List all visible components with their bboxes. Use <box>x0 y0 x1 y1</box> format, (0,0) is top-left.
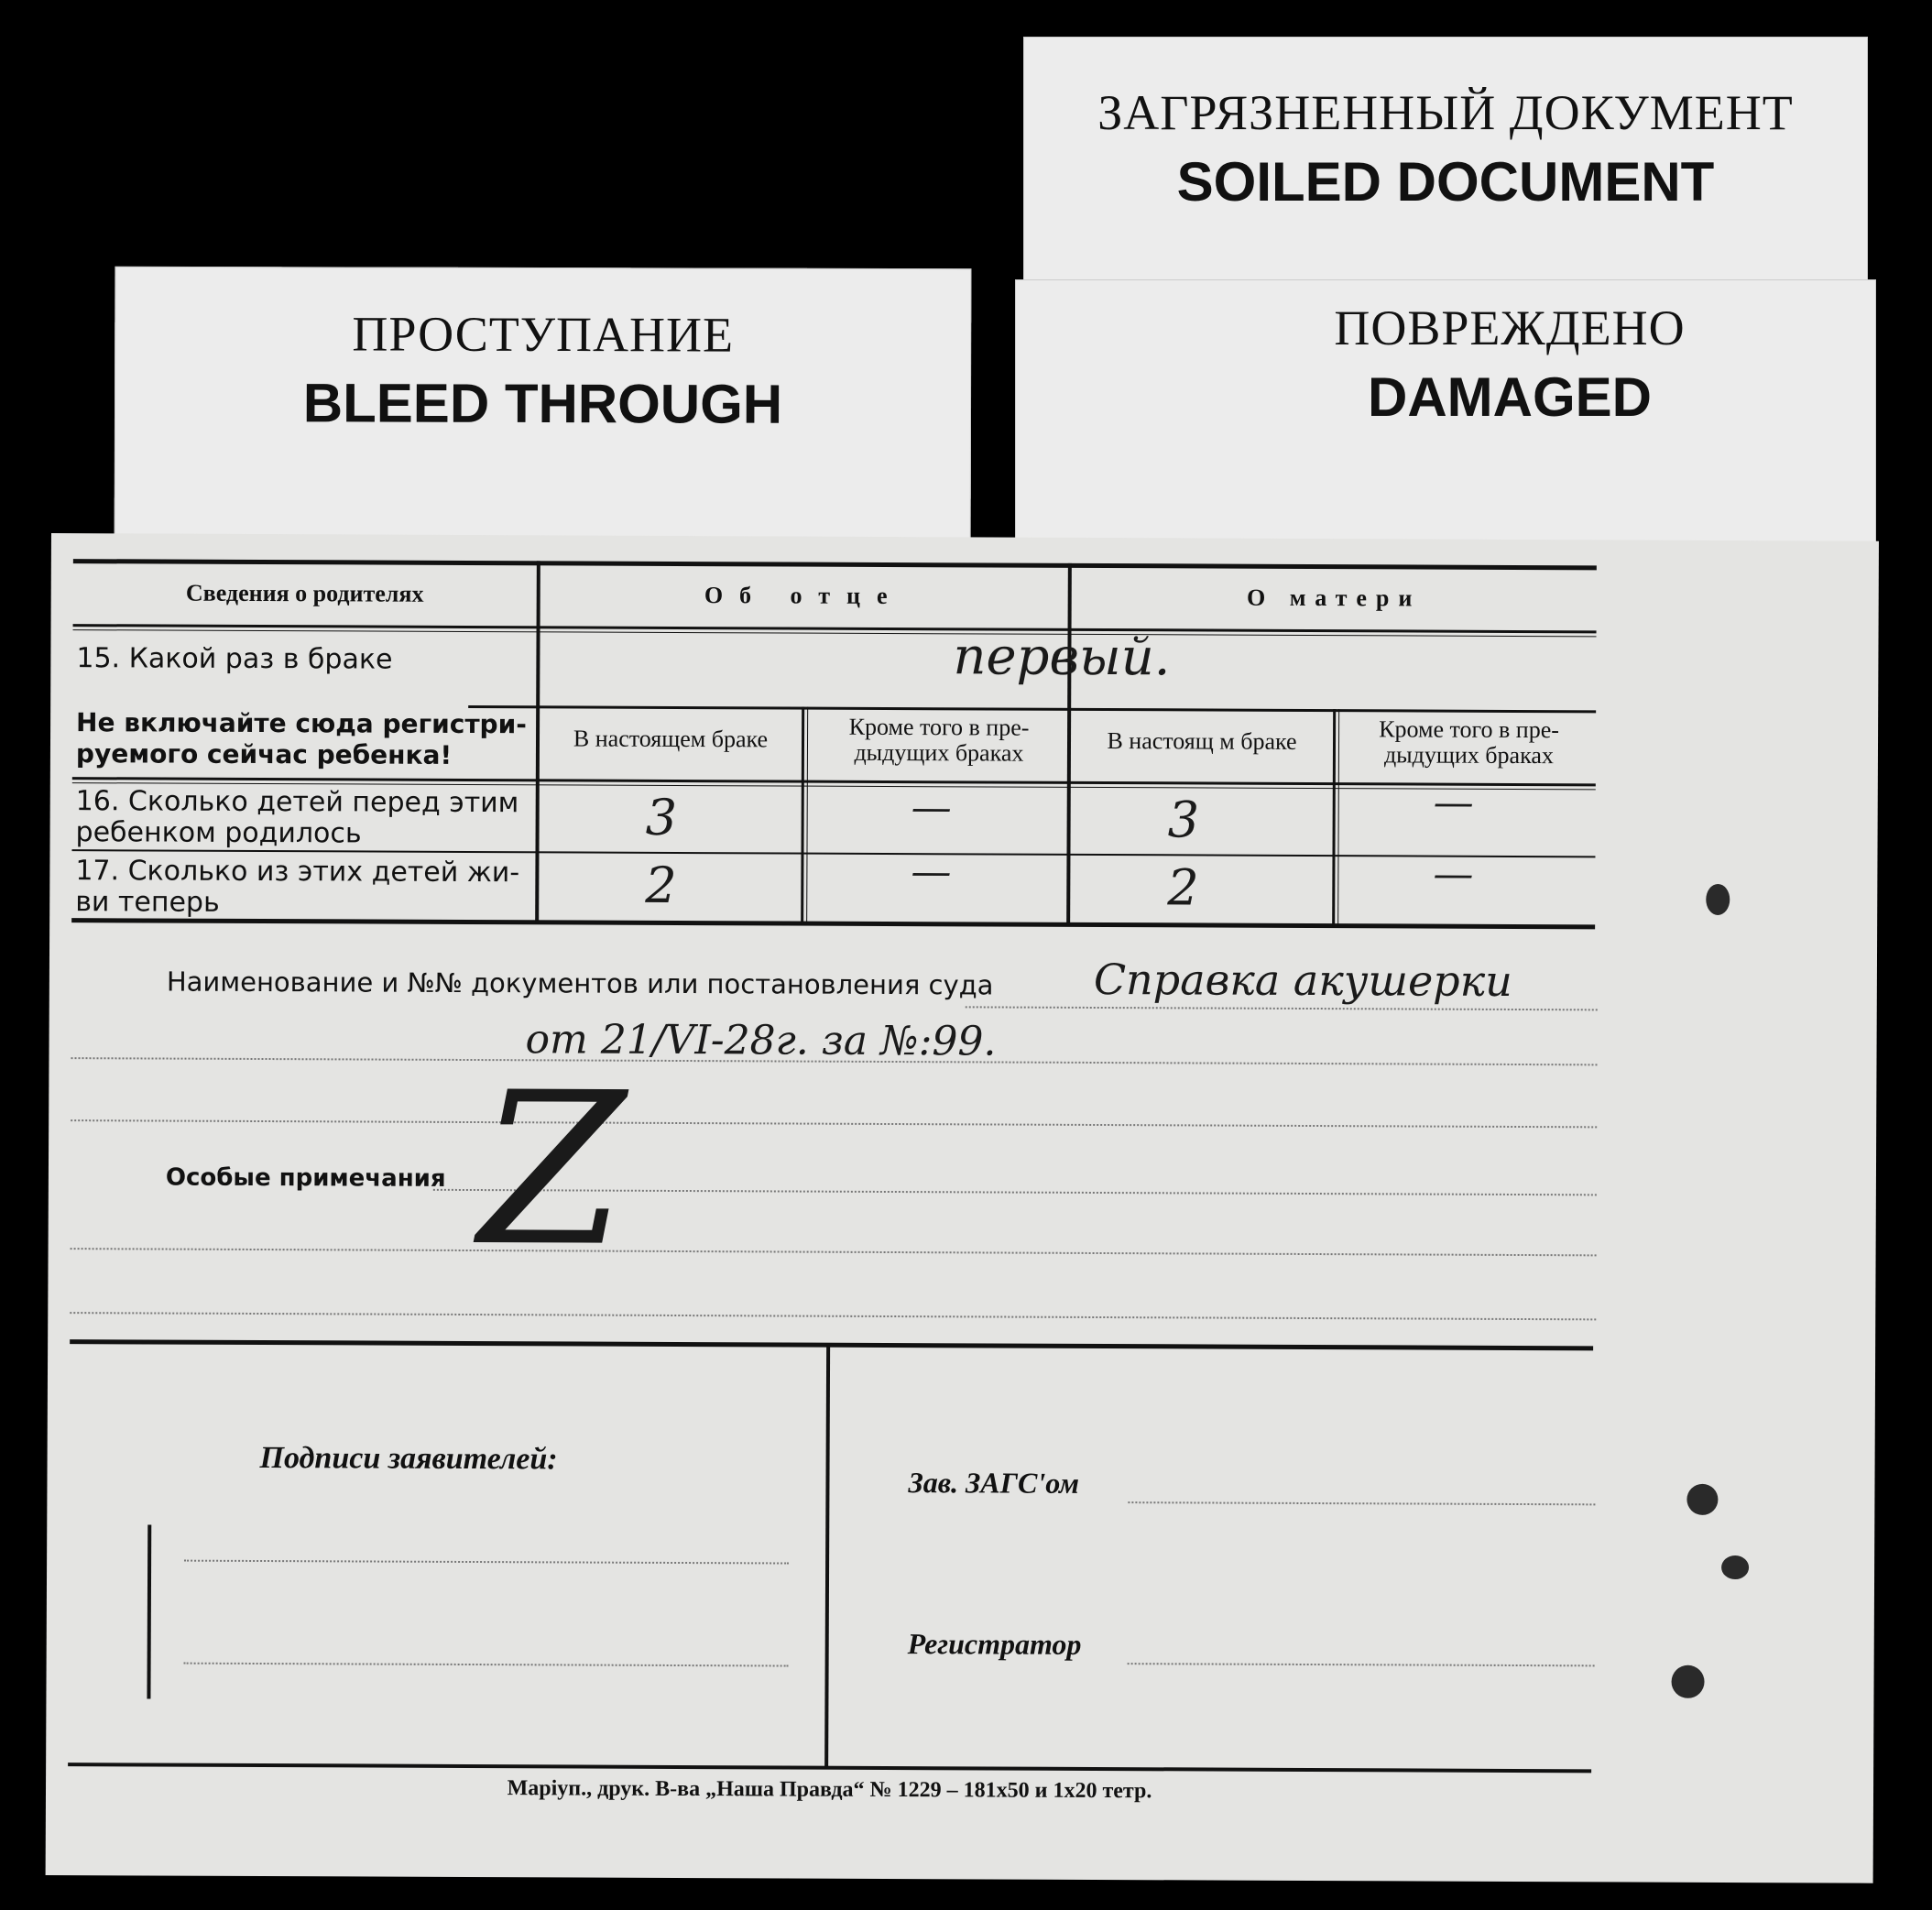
z-cancel-mark: Z <box>478 1048 627 1293</box>
signature-divider <box>824 1346 830 1767</box>
notes-line-2 <box>71 1248 1597 1256</box>
row17-label: 17. Сколько из этих детей жи- ви теперь <box>75 855 520 919</box>
notes-line-3 <box>70 1312 1596 1320</box>
header-father: Об отце <box>704 582 904 610</box>
documents-line-1 <box>966 1006 1598 1010</box>
damage-hole <box>1686 1484 1718 1515</box>
damage-hole <box>1706 884 1730 915</box>
damage-hole <box>1671 1665 1704 1698</box>
documents-value-line2: от 21/VI-28г. за №:99. <box>525 1016 997 1065</box>
row15-value: первый. <box>953 627 1171 688</box>
zags-head-line <box>1128 1501 1595 1505</box>
documents-value-line1: Справка акушерки <box>1093 954 1512 1006</box>
table-top-rule <box>73 559 1597 570</box>
damaged-en: DAMAGED <box>1368 366 1652 428</box>
footer-rule <box>68 1763 1591 1773</box>
damaged-ru: ПОВРЕЖДЕНО <box>1334 300 1686 355</box>
bleed-through-en: BLEED THROUGH <box>302 372 783 435</box>
registration-form <box>46 533 1879 1883</box>
row15-label: 15. Какой раз в браке <box>76 642 393 676</box>
zags-head-label: Зав. ЗАГС'ом <box>908 1466 1080 1500</box>
subcol-mother-previous: Кроме того в пре- дыдущих браках <box>1379 715 1560 769</box>
bleed-through-ru: ПРОСТУПАНИЕ <box>352 306 735 363</box>
damaged-flag <box>1015 279 1876 573</box>
header-parents: Сведения о родителях <box>185 579 424 607</box>
soiled-document-en: SOILED DOCUMENT <box>1176 151 1715 213</box>
damage-hole <box>1721 1555 1749 1579</box>
subcol-father-current: В настоящем браке <box>573 725 769 753</box>
row16-father-previous: — <box>911 784 952 832</box>
applicants-signatures-label: Подписи заявителей: <box>259 1441 558 1477</box>
signature-top-rule <box>70 1339 1593 1350</box>
soiled-document-ru: ЗАГРЯЗНЕННЫЙ ДОКУМЕНТ <box>1097 85 1794 140</box>
row17-mother-current: 2 <box>1167 858 1199 917</box>
special-notes-label: Особые примечания <box>165 1163 446 1193</box>
applicants-bracket <box>147 1524 151 1698</box>
registrar-label: Регистратор <box>907 1627 1082 1661</box>
applicant-line-1 <box>184 1560 789 1565</box>
documents-line-3 <box>71 1119 1597 1128</box>
table-bottom-rule <box>71 918 1595 929</box>
subcol-mother-current: В настоящ м браке <box>1107 727 1297 755</box>
registrar-line <box>1128 1663 1595 1666</box>
header-mother: О матери <box>1246 584 1422 612</box>
row16-label: 16. Сколько детей перед этим ребенком родилось <box>75 785 519 850</box>
row16-mother-previous: — <box>1433 779 1474 826</box>
printer-imprint: Маріуп., друк. В-ва „Наша Правда“ № 1229 – 181х50 и 1х20 тетр. <box>507 1776 1152 1804</box>
col-divider-2b <box>806 707 808 924</box>
row16-father-current: 3 <box>645 788 678 846</box>
col-divider-4b <box>1337 709 1339 926</box>
bleed-through-flag <box>115 267 972 562</box>
note-exclude-child: Не включайте сюда регистри- руемого сейчас ребенка! <box>75 707 527 770</box>
row16-mother-current: 3 <box>1167 791 1200 849</box>
row17-father-current: 2 <box>645 856 677 914</box>
subcol-father-previous: Кроме того в пре- дыдущих браках <box>848 713 1030 767</box>
row17-mother-previous: — <box>1433 850 1474 898</box>
subcol-top-rule <box>468 705 1596 713</box>
row17-father-previous: — <box>911 848 952 896</box>
documents-label: Наименование и №№ документов или постановления суда <box>166 966 994 1001</box>
applicant-line-2 <box>184 1663 789 1667</box>
